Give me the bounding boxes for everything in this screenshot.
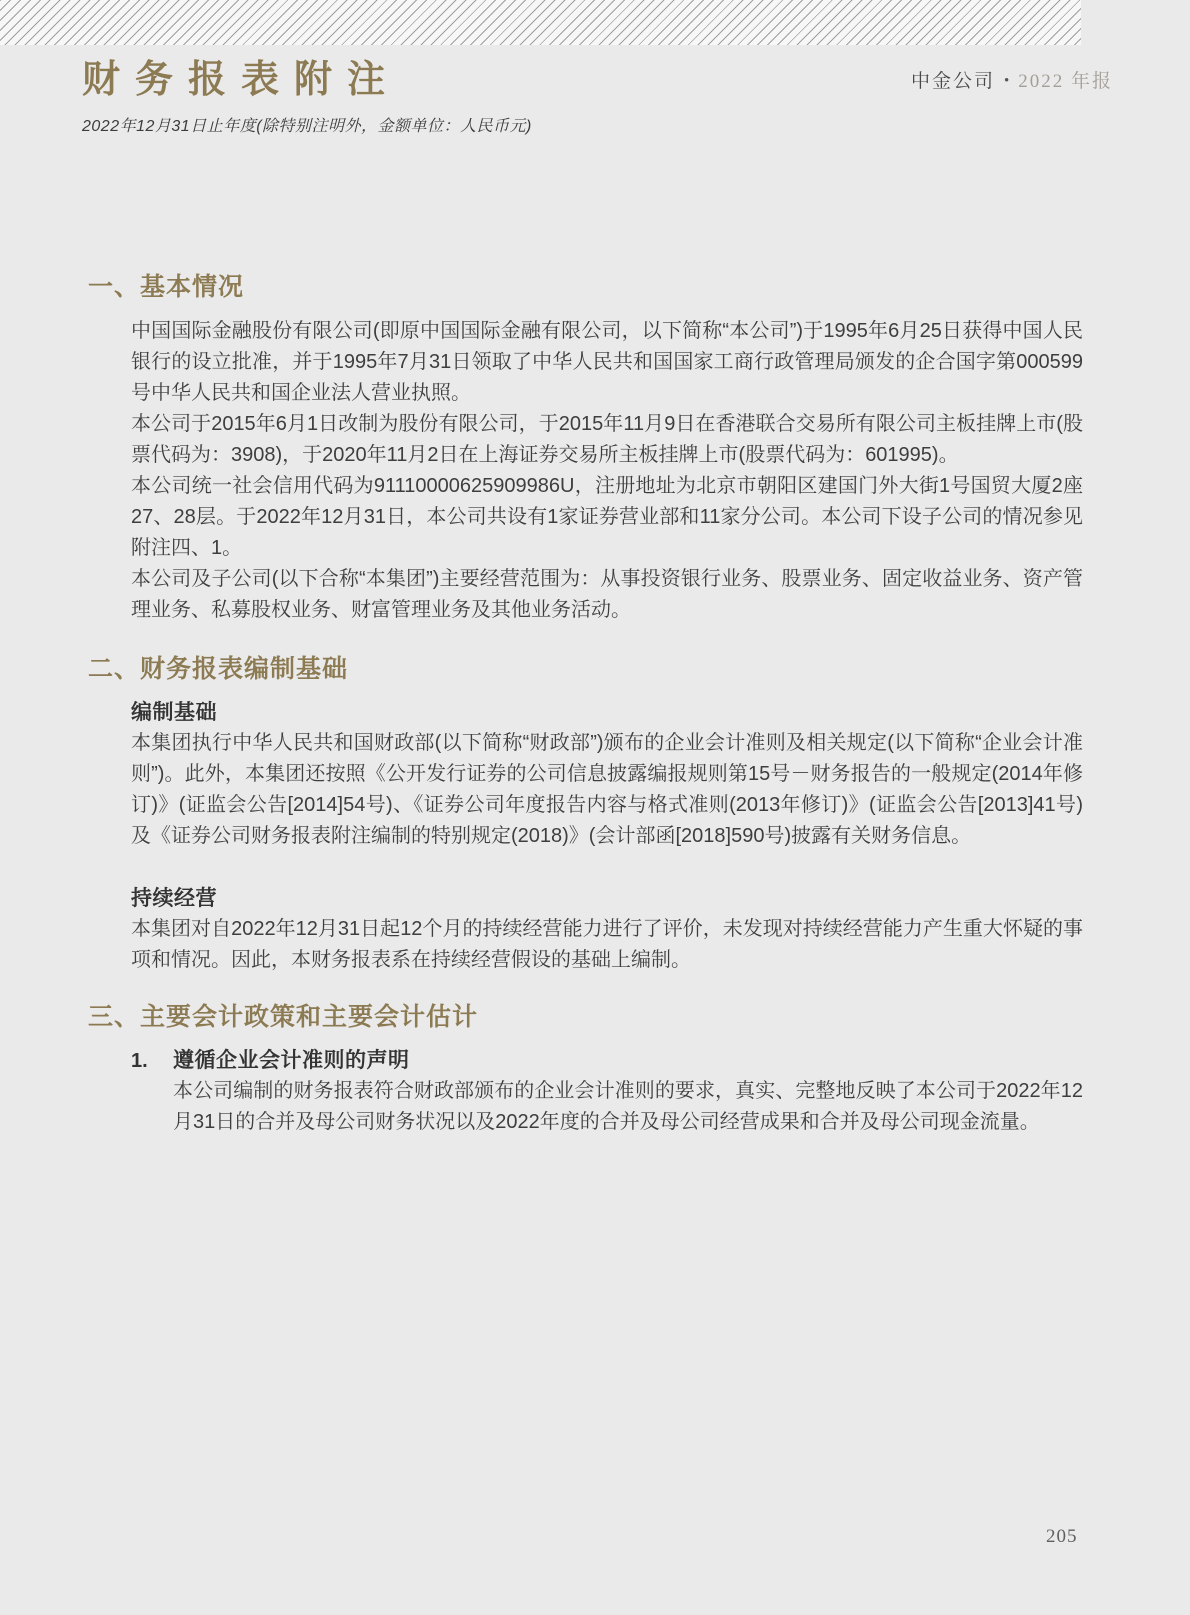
item-number: 1. — [131, 1050, 148, 1072]
section-1-paragraph-2: 本公司于2015年6月1日改制为股份有限公司，于2015年11月9日在香港联合交易所有限公司主板挂牌上市(股票代码为：3908)，于2020年11月2日在上海证券交易所主板挂牌上市(股票代码为：601995)。 — [131, 413, 1083, 466]
page-number: 205 — [1046, 1526, 1078, 1547]
section-2-paragraph-1: 本集团执行中华人民共和国财政部(以下简称“财政部”)颁布的企业会计准则及相关规定(以下简称“企业会计准则”)。此外，本集团还按照《公开发行证券的公司信息披露编报规则第15号－财务报告的一般规定(2014年修订)》(证监会公告[2014]54号)、《证券公司年度报告内容与格式准则(2013年修订)》(证监会公告[2013]41号)及《证券公司财务报表附注编制的特别规定(2018)》(会计部函[2018]590号)披露有关财务信息。 — [131, 732, 1083, 847]
item-title: 遵循企业会计准则的声明 — [173, 1049, 410, 1072]
bullet-separator: • — [1003, 73, 1010, 89]
section-3-heading: 三、主要会计政策和主要会计估计 — [88, 1003, 479, 1031]
report-meta — [911, 66, 1113, 93]
section-2-subheading-basis: 编制基础 — [131, 701, 217, 724]
section-2-heading: 二、财务报表编制基础 — [88, 655, 349, 683]
section-2-subheading-going-concern: 持续经营 — [131, 887, 217, 910]
section-1-paragraph-1: 中国国际金融股份有限公司(即原中国国际金融有限公司，以下简称“本公司”)于1995年6月25日获得中国人民银行的设立批准，并于1995年7月31日领取了中华人民共和国国家工商行政管理局颁发的企合国字第000599号中华人民共和国企业法人营业执照。 — [131, 320, 1083, 404]
section-3-item-1-paragraph: 本公司编制的财务报表符合财政部颁布的企业会计准则的要求，真实、完整地反映了本公司于2022年12月31日的合并及母公司财务状况以及2022年度的合并及母公司经营成果和合并及母公司现金流量。 — [173, 1080, 1083, 1133]
section-1-paragraph-4: 本公司及子公司(以下合称“本集团”)主要经营范围为：从事投资银行业务、股票业务、固定收益业务、资产管理业务、私募股权业务、财富管理业务及其他业务活动。 — [131, 568, 1083, 621]
company-name: 中金公司 — [910, 71, 995, 92]
section-3-item-1 — [131, 1046, 1103, 1076]
section-1-paragraph-3: 本公司统一社会信用代码为91110000625909986U，注册地址为北京市朝阳区建国门外大街1号国贸大厦2座27、28层。于2022年12月31日，本公司共设有1家证券营业部和11家分公司。本公司下设子公司的情况参见附注四、1。 — [131, 475, 1083, 559]
section-1-heading: 一、基本情况 — [88, 273, 245, 301]
report-year: 2022 年报 — [1018, 71, 1113, 92]
page-subtitle: 2022年12月31日止年度(除特别注明外，金额单位：人民币元) — [82, 118, 532, 135]
top-hatch-band — [0, 0, 1081, 45]
page-title: 财务报表附注 — [82, 59, 401, 101]
document-body — [88, 270, 1103, 1138]
section-2-paragraph-2: 本集团对自2022年12月31日起12个月的持续经营能力进行了评价，未发现对持续经营能力产生重大怀疑的事项和情况。因此，本财务报表系在持续经营假设的基础上编制。 — [131, 918, 1083, 971]
page-header — [82, 58, 532, 136]
